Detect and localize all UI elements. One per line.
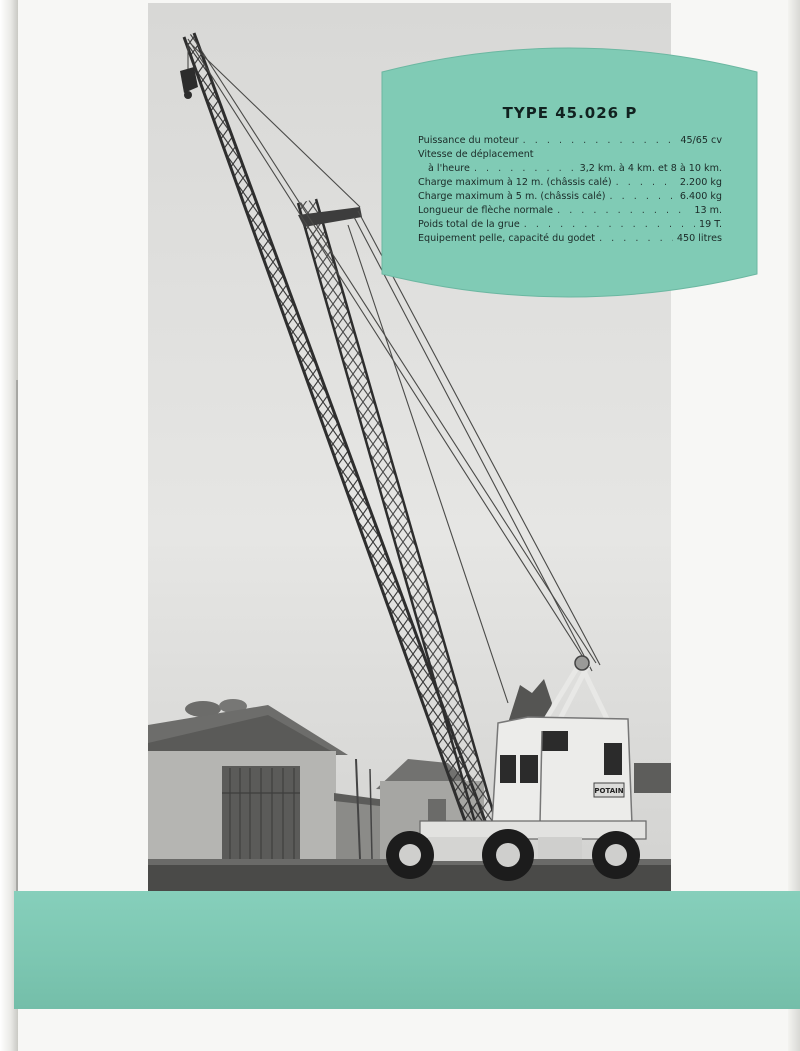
binding-shadow xyxy=(16,380,18,900)
spec-row-engine: Puissance du moteur . . . 45/65 cv xyxy=(418,134,722,148)
cab-badge: POTAIN xyxy=(594,787,624,795)
spec-row-boom-length: Longueur de flèche normale . . . 13 m. xyxy=(418,204,722,218)
spec-row-speed: à l'heure . . . 3,2 km. à 4 km. et 8 à 10 km. xyxy=(418,162,722,176)
spec-row-load-5m: Charge maximum à 5 m. (châssis calé) . . . 6.400 kg xyxy=(418,190,722,204)
spec-title: TYPE 45.026 P xyxy=(502,104,638,122)
spec-row-speed-heading: Vitesse de déplacement xyxy=(418,149,534,160)
spec-row-bucket: Equipement pelle, capacité du godet . . . 450 litres xyxy=(418,232,722,246)
crane-cab xyxy=(492,717,632,825)
spec-panel xyxy=(378,38,761,306)
spec-row-load-12m: Charge maximum à 12 m. (châssis calé) . . . 2.200 kg xyxy=(418,176,722,190)
crane-wheels xyxy=(386,829,640,881)
spec-row-total-weight: Poids total de la grue . . . 19 T. xyxy=(418,218,722,232)
spec-content xyxy=(418,104,722,246)
footer-color-band xyxy=(14,891,800,1009)
